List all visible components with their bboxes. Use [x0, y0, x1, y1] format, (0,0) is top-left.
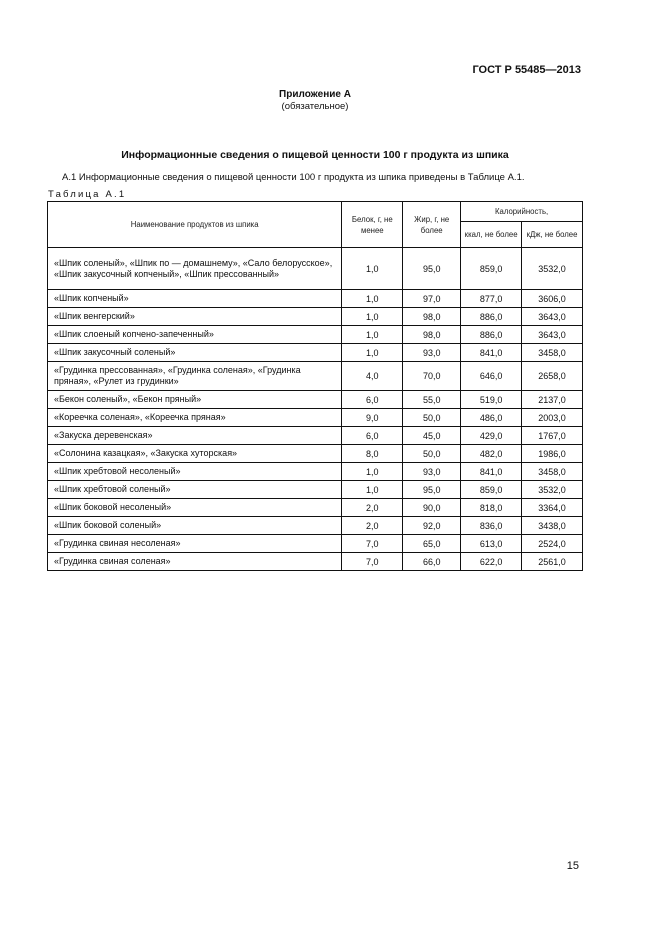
table-row [48, 499, 583, 517]
kcal-value: 859,0 [461, 481, 522, 499]
protein-value: 1,0 [342, 463, 403, 481]
product-name: «Шпик хребтовой несоленый» [48, 463, 342, 481]
protein-value: 2,0 [342, 517, 403, 535]
kj-value: 2137,0 [522, 391, 583, 409]
product-name: «Шпик венгерский» [48, 308, 342, 326]
protein-value: 8,0 [342, 445, 403, 463]
header-kcal: ккал, не более [461, 222, 522, 248]
product-name: «Шпик соленый», «Шпик по — домашнему», «Сало белорусское», «Шпик закусочный копченый», «Шпик прессованный» [48, 248, 342, 290]
protein-value: 1,0 [342, 481, 403, 499]
fat-value: 50,0 [403, 409, 461, 427]
page-number: 15 [566, 860, 579, 872]
fat-value: 70,0 [403, 362, 461, 391]
product-name: «Бекон соленый», «Бекон пряный» [48, 391, 342, 409]
kj-value: 2524,0 [522, 535, 583, 553]
product-name: «Шпик закусочный соленый» [48, 344, 342, 362]
table-row [48, 463, 583, 481]
kcal-value: 818,0 [461, 499, 522, 517]
table-caption: Таблица А.1 [48, 189, 127, 200]
kcal-value: 486,0 [461, 409, 522, 427]
kcal-value: 841,0 [461, 463, 522, 481]
table-row [48, 535, 583, 553]
table-row [48, 553, 583, 571]
product-name: «Грудинка прессованная», «Грудинка соленая», «Грудинка пряная», «Рулет из грудинки» [48, 362, 342, 391]
header-name: Наименование продуктов из шпика [48, 202, 342, 248]
kj-value: 3364,0 [522, 499, 583, 517]
kcal-value: 886,0 [461, 308, 522, 326]
kj-value: 3532,0 [522, 481, 583, 499]
kcal-value: 859,0 [461, 248, 522, 290]
kcal-value: 519,0 [461, 391, 522, 409]
protein-value: 4,0 [342, 362, 403, 391]
kj-value: 3438,0 [522, 517, 583, 535]
product-name: «Грудинка свиная соленая» [48, 553, 342, 571]
fat-value: 45,0 [403, 427, 461, 445]
product-name: «Шпик хребтовой соленый» [48, 481, 342, 499]
kj-value: 3458,0 [522, 344, 583, 362]
product-name: «Шпик копченый» [48, 290, 342, 308]
protein-value: 7,0 [342, 535, 403, 553]
table-row [48, 427, 583, 445]
header-calories: Калорийность, [461, 202, 583, 222]
kj-value: 3643,0 [522, 326, 583, 344]
table-row [48, 362, 583, 391]
kcal-value: 836,0 [461, 517, 522, 535]
table-row [48, 445, 583, 463]
product-name: «Кореечка соленая», «Кореечка пряная» [48, 409, 342, 427]
protein-value: 1,0 [342, 308, 403, 326]
protein-value: 1,0 [342, 326, 403, 344]
table-row [48, 344, 583, 362]
kcal-value: 613,0 [461, 535, 522, 553]
kj-value: 2561,0 [522, 553, 583, 571]
header-kj: кДж, не более [522, 222, 583, 248]
kj-value: 3606,0 [522, 290, 583, 308]
protein-value: 1,0 [342, 344, 403, 362]
protein-value: 2,0 [342, 499, 403, 517]
fat-value: 98,0 [403, 326, 461, 344]
kj-value: 2003,0 [522, 409, 583, 427]
annex-subtitle: (обязательное) [281, 101, 349, 112]
intro-paragraph: А.1 Информационные сведения о пищевой ценности 100 г продукта из шпика приведены в Таблице А.1. [62, 172, 525, 183]
kcal-value: 482,0 [461, 445, 522, 463]
table-row [48, 517, 583, 535]
fat-value: 66,0 [403, 553, 461, 571]
kcal-value: 841,0 [461, 344, 522, 362]
table-row [48, 290, 583, 308]
header-protein: Белок, г, не менее [342, 202, 403, 248]
fat-value: 65,0 [403, 535, 461, 553]
table-row [48, 409, 583, 427]
kj-value: 2658,0 [522, 362, 583, 391]
fat-value: 98,0 [403, 308, 461, 326]
table-row [48, 326, 583, 344]
kj-value: 3458,0 [522, 463, 583, 481]
kj-value: 3643,0 [522, 308, 583, 326]
fat-value: 95,0 [403, 248, 461, 290]
fat-value: 55,0 [403, 391, 461, 409]
fat-value: 95,0 [403, 481, 461, 499]
table-row [48, 308, 583, 326]
kcal-value: 646,0 [461, 362, 522, 391]
table-row [48, 391, 583, 409]
kcal-value: 877,0 [461, 290, 522, 308]
protein-value: 1,0 [342, 290, 403, 308]
kcal-value: 886,0 [461, 326, 522, 344]
nutrition-table [47, 201, 583, 571]
kcal-value: 622,0 [461, 553, 522, 571]
protein-value: 1,0 [342, 248, 403, 290]
section-title: Информационные сведения о пищевой ценности 100 г продукта из шпика [121, 149, 509, 161]
table-row [48, 248, 583, 290]
fat-value: 93,0 [403, 344, 461, 362]
protein-value: 6,0 [342, 427, 403, 445]
product-name: «Шпик боковой соленый» [48, 517, 342, 535]
kcal-value: 429,0 [461, 427, 522, 445]
annex-title: Приложение А [279, 89, 351, 100]
product-name: «Солонина казацкая», «Закуска хуторская» [48, 445, 342, 463]
kj-value: 1986,0 [522, 445, 583, 463]
fat-value: 90,0 [403, 499, 461, 517]
product-name: «Закуска деревенская» [48, 427, 342, 445]
protein-value: 9,0 [342, 409, 403, 427]
protein-value: 7,0 [342, 553, 403, 571]
document-code: ГОСТ Р 55485—2013 [472, 64, 581, 76]
fat-value: 50,0 [403, 445, 461, 463]
fat-value: 97,0 [403, 290, 461, 308]
fat-value: 93,0 [403, 463, 461, 481]
header-fat: Жир, г, не более [403, 202, 461, 248]
kj-value: 3532,0 [522, 248, 583, 290]
product-name: «Грудинка свиная несоленая» [48, 535, 342, 553]
product-name: «Шпик боковой несоленый» [48, 499, 342, 517]
protein-value: 6,0 [342, 391, 403, 409]
product-name: «Шпик слоеный копчено-запеченный» [48, 326, 342, 344]
table-row [48, 481, 583, 499]
kj-value: 1767,0 [522, 427, 583, 445]
fat-value: 92,0 [403, 517, 461, 535]
